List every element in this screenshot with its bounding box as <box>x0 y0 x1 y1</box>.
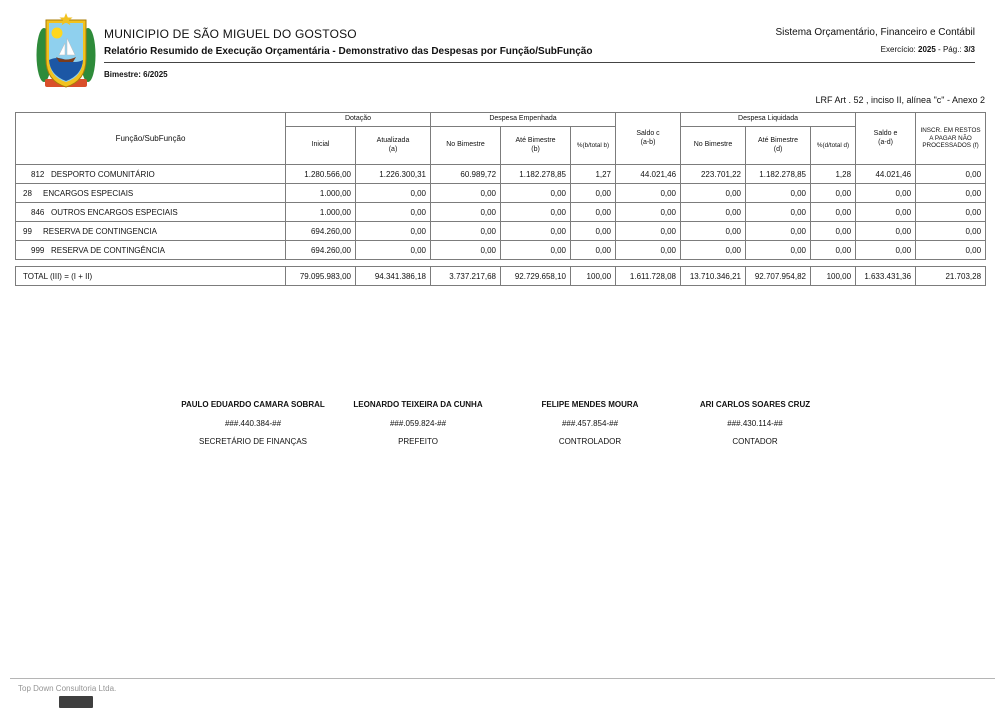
table-cell: 0,00 <box>571 241 616 260</box>
table-cell: 0,00 <box>681 222 746 241</box>
funcao-cell <box>16 203 286 222</box>
table-cell: 0,00 <box>616 222 681 241</box>
group-header-dotacao: Dotação <box>286 113 431 127</box>
table-cell: 0,00 <box>811 203 856 222</box>
table-cell: 1.226.300,31 <box>356 165 431 184</box>
group-header-despesa-liquidada: Despesa Liquidada <box>681 113 856 127</box>
table-cell: 0,00 <box>431 222 501 241</box>
signer-cpf: ###.457.854-## <box>561 419 619 428</box>
table-cell: 0,00 <box>501 184 571 203</box>
saldo-e-label: Saldo e <box>873 129 898 137</box>
table-cell: 1.633.431,36 <box>856 267 916 286</box>
municipality-name: MUNICIPIO DE SÃO MIGUEL DO GOSTOSO <box>104 27 357 41</box>
table-cell: 0,00 <box>811 222 856 241</box>
funcao-cell <box>16 165 286 184</box>
col-header-ate-bimestre-b <box>501 127 571 165</box>
total-label: TOTAL (III) = (I + II) <box>16 267 286 286</box>
table-cell: 0,00 <box>746 222 811 241</box>
table-cell: 1.611.728,08 <box>616 267 681 286</box>
expenses-by-function-table <box>15 112 986 286</box>
table-cell: 0,00 <box>916 222 986 241</box>
table-cell: 60.989,72 <box>431 165 501 184</box>
expenses-table-wrapper <box>15 112 986 286</box>
table-cell: 0,00 <box>356 222 431 241</box>
funcao-code: 812 <box>31 169 45 179</box>
table-cell: 223.701,22 <box>681 165 746 184</box>
table-cell: 0,00 <box>916 241 986 260</box>
table-cell: 100,00 <box>571 267 616 286</box>
table-cell: 1.000,00 <box>286 184 356 203</box>
saldo-e-sub: (a-d) <box>878 138 893 146</box>
col-header-pct-b: %(b/total b) <box>571 127 616 165</box>
signer-name: LEONARDO TEIXEIRA DA CUNHA <box>353 400 483 409</box>
col-header-no-bimestre-empenhada: No Bimestre <box>431 127 501 165</box>
ate-bimestre-d-label: Até Bimestre <box>757 136 799 144</box>
signer-cpf: ###.430.114-## <box>727 419 783 428</box>
table-spacer-row <box>16 260 986 267</box>
atualizada-sub: (a) <box>388 145 398 153</box>
col-header-saldo-e <box>856 113 916 165</box>
table-cell: 0,00 <box>856 222 916 241</box>
coat-of-arms-icon <box>36 13 96 91</box>
screen-corner-artifact <box>59 696 93 708</box>
report-title: Relatório Resumido de Execução Orçamentária - Demonstrativo das Despesas por Função/SubFunção <box>104 46 593 57</box>
table-cell: 1.000,00 <box>286 203 356 222</box>
col-header-pct-d: %(d/total d) <box>811 127 856 165</box>
page-label: Pág.: <box>942 45 962 54</box>
table-cell: 21.703,28 <box>916 267 986 286</box>
table-row <box>16 165 986 184</box>
table-cell: 0,00 <box>856 203 916 222</box>
signature-block-prefeito <box>330 400 506 446</box>
table-cell: 0,00 <box>431 184 501 203</box>
ate-bimestre-b-label: Até Bimestre <box>515 136 556 144</box>
page-value: 3/3 <box>963 45 975 54</box>
table-cell: 0,00 <box>916 203 986 222</box>
table-cell: 0,00 <box>571 203 616 222</box>
table-cell: 0,00 <box>571 222 616 241</box>
table-cell: 92.729.658,10 <box>501 267 571 286</box>
table-cell: 0,00 <box>856 184 916 203</box>
group-header-despesa-empenhada: Despesa Empenhada <box>431 113 616 127</box>
table-cell: 1.182.278,85 <box>501 165 571 184</box>
funcao-code: 846 <box>31 207 45 217</box>
table-cell: 0,00 <box>431 241 501 260</box>
table-cell: 0,00 <box>501 222 571 241</box>
table-cell: 0,00 <box>746 203 811 222</box>
table-cell: 0,00 <box>681 184 746 203</box>
table-cell: 1.280.566,00 <box>286 165 356 184</box>
table-cell: 0,00 <box>616 184 681 203</box>
system-name: Sistema Orçamentário, Financeiro e Contábil <box>775 27 975 38</box>
table-cell: 0,00 <box>356 184 431 203</box>
table-cell: 0,00 <box>571 184 616 203</box>
table-cell: 0,00 <box>501 241 571 260</box>
table-cell: 1.182.278,85 <box>746 165 811 184</box>
col-header-inscr-restos: INSCR. EM RESTOS A PAGAR NÃO PROCESSADOS (f) <box>916 113 986 165</box>
signer-role: SECRETÁRIO DE FINANÇAS <box>198 437 307 446</box>
footer-divider <box>10 678 995 679</box>
funcao-name: DESPORTO COMUNITÁRIO <box>51 169 155 179</box>
funcao-name: OUTROS ENCARGOS ESPECIAIS <box>51 207 178 217</box>
table-cell: 0,00 <box>501 203 571 222</box>
col-header-inicial: Inicial <box>286 127 356 165</box>
table-cell: 0,00 <box>916 165 986 184</box>
saldo-c-label: Saldo c <box>636 129 660 137</box>
funcao-code: 99 <box>23 226 32 236</box>
table-cell: 0,00 <box>681 241 746 260</box>
table-cell: 0,00 <box>811 241 856 260</box>
table-cell: 100,00 <box>811 267 856 286</box>
signer-role: CONTROLADOR <box>558 437 622 446</box>
funcao-code: 999 <box>31 245 45 255</box>
signer-name: PAULO EDUARDO CAMARA SOBRAL <box>181 400 325 409</box>
table-cell: 44.021,46 <box>616 165 681 184</box>
signature-block-secretario <box>165 400 341 446</box>
table-cell: 0,00 <box>811 184 856 203</box>
exercise-label: Exercício: <box>880 45 916 54</box>
table-cell: 44.021,46 <box>856 165 916 184</box>
signer-name: ARI CARLOS SOARES CRUZ <box>699 400 811 409</box>
separator-dash: - <box>938 45 941 54</box>
header-divider <box>104 62 975 63</box>
col-header-atualizada <box>356 127 431 165</box>
table-cell: 0,00 <box>681 203 746 222</box>
col-header-funcao: Função/SubFunção <box>16 113 286 165</box>
footer-company: Top Down Consultoria Ltda. <box>18 684 117 693</box>
table-row <box>16 203 986 222</box>
ate-bimestre-d-sub: (d) <box>773 145 783 153</box>
col-header-saldo-c <box>616 113 681 165</box>
exercise-page-line <box>881 45 975 54</box>
table-row <box>16 184 986 203</box>
table-cell: 0,00 <box>616 241 681 260</box>
table-cell: 0,00 <box>856 241 916 260</box>
funcao-name: RESERVA DE CONTINGENCIA <box>43 226 157 236</box>
funcao-code: 28 <box>23 188 32 198</box>
table-cell: 0,00 <box>746 241 811 260</box>
table-cell: 0,00 <box>431 203 501 222</box>
bimester-label: Bimestre: 6/2025 <box>104 70 168 79</box>
table-row <box>16 241 986 260</box>
signer-cpf: ###.059.824-## <box>389 419 447 428</box>
funcao-name: RESERVA DE CONTINGÊNCIA <box>51 245 165 255</box>
funcao-cell <box>16 184 286 203</box>
table-cell: 694.260,00 <box>286 222 356 241</box>
table-cell: 0,00 <box>356 203 431 222</box>
table-total-row <box>16 267 986 286</box>
exercise-value: 2025 <box>918 45 936 54</box>
signer-cpf: ###.440.384-## <box>224 419 282 428</box>
table-cell: 1,28 <box>811 165 856 184</box>
table-cell: 94.341.386,18 <box>356 267 431 286</box>
signature-block-controlador <box>502 400 678 446</box>
saldo-c-sub: (a-b) <box>640 138 656 146</box>
signer-role: CONTADOR <box>732 437 778 446</box>
table-cell: 13.710.346,21 <box>681 267 746 286</box>
table-cell: 0,00 <box>356 241 431 260</box>
signature-block-contador <box>667 400 843 446</box>
signer-role: PREFEITO <box>398 437 438 446</box>
atualizada-label: Atualizada <box>376 136 410 144</box>
funcao-name: ENCARGOS ESPECIAIS <box>43 188 134 198</box>
table-cell: 0,00 <box>616 203 681 222</box>
funcao-cell <box>16 222 286 241</box>
signer-name: FELIPE MENDES MOURA <box>541 400 639 409</box>
annex-note: LRF Art . 52 , inciso II, alínea "c" - Anexo 2 <box>815 95 985 105</box>
table-cell: 0,00 <box>916 184 986 203</box>
funcao-cell <box>16 241 286 260</box>
table-cell: 694.260,00 <box>286 241 356 260</box>
ate-bimestre-b-sub: (b) <box>531 145 540 153</box>
table-header-row-groups <box>16 113 986 127</box>
col-header-ate-bimestre-d <box>746 127 811 165</box>
municipality-crest-logo <box>36 13 96 91</box>
table-cell: 3.737.217,68 <box>431 267 501 286</box>
table-cell: 92.707.954,82 <box>746 267 811 286</box>
col-header-no-bimestre-liquidada: No Bimestre <box>681 127 746 165</box>
table-cell: 79.095.983,00 <box>286 267 356 286</box>
table-cell: 1,27 <box>571 165 616 184</box>
table-row <box>16 222 986 241</box>
table-cell: 0,00 <box>746 184 811 203</box>
